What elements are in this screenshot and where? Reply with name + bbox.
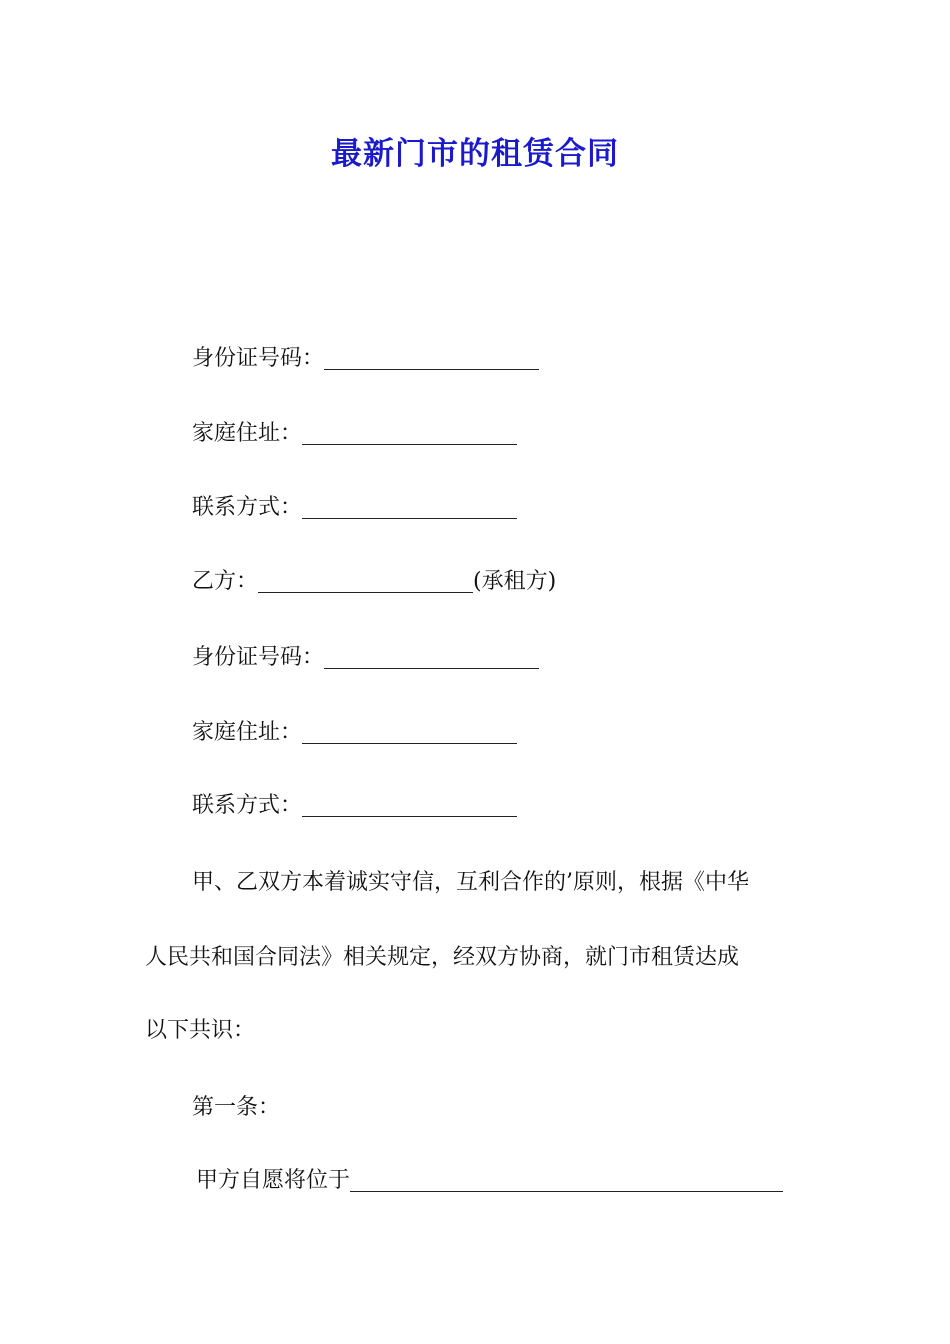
party-a-contact-line — [192, 493, 517, 523]
party-b-contact-label: 联系方式： — [192, 793, 303, 818]
party-b-id-label: 身份证号码： — [192, 645, 325, 670]
party-b-contact-line — [192, 791, 517, 821]
party-a-address-label: 家庭住址： — [192, 421, 303, 446]
party-b-address-blank — [302, 721, 517, 744]
article-1-heading: 第一条： — [192, 1095, 281, 1120]
party-b-id-blank — [324, 646, 539, 669]
intro-line-3: 以下共识： — [145, 1018, 256, 1043]
party-b-role: (承租方) — [473, 569, 557, 594]
document-title: 最新门市的租赁合同 — [331, 136, 619, 172]
party-a-id-line — [192, 344, 539, 374]
party-b-label: 乙方： — [192, 569, 259, 594]
party-a-id-label: 身份证号码： — [192, 346, 325, 371]
party-a-address-line — [192, 419, 517, 449]
intro-paragraph — [145, 868, 807, 1048]
party-a-contact-label: 联系方式： — [192, 495, 303, 520]
party-b-id-line — [192, 643, 539, 673]
intro-line-2: 人民共和国合同法》相关规定，经双方协商，就门市租赁达成 — [145, 945, 740, 970]
party-b-contact-blank — [302, 794, 517, 817]
party-b-name-blank — [258, 570, 473, 593]
article-1-text: 甲方自愿将位于 — [196, 1168, 351, 1193]
intro-line-1: 甲、乙双方本着诚实守信，互利合作的’原则，根据《中华 — [192, 870, 749, 895]
party-a-id-blank — [324, 347, 539, 370]
party-a-contact-blank — [302, 496, 517, 519]
party-a-address-blank — [302, 422, 517, 445]
party-b-address-line — [192, 718, 517, 748]
article-1-location-blank — [350, 1169, 783, 1192]
party-b-line — [192, 567, 556, 597]
article-1-line — [196, 1166, 783, 1196]
party-b-address-label: 家庭住址： — [192, 720, 303, 745]
